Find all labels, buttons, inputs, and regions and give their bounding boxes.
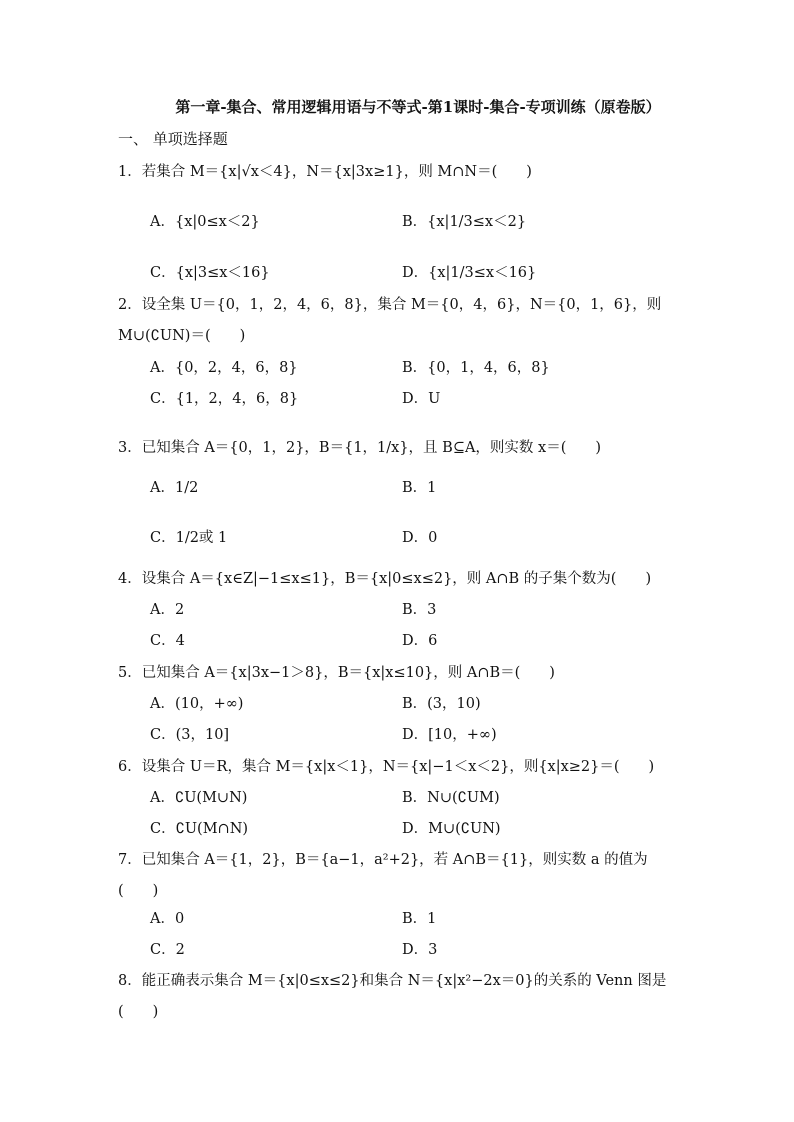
question-7-option-d: D．3 [402,942,438,958]
section-heading: 一、 单项选择题 [118,130,228,148]
question-7-option-c: C．2 [150,942,185,958]
question-1-option-c: C．{x|3≤x＜16} [150,265,270,281]
question-7-option-b: B．1 [402,911,437,927]
question-8-stem-continued: ( ) [118,1004,159,1020]
question-2-option-d: D．U [402,391,441,407]
question-1-option-d: D．{x|1/3≤x＜16} [402,265,537,281]
question-2-option-a: A．{0，2，4，6，8} [150,360,298,376]
question-4-stem: 4．设集合 A＝{x∈Z|−1≤x≤1}，B＝{x|0≤x≤2}，则 A∩B 的子集个数为( ) [118,571,652,587]
question-4-option-d: D．6 [402,633,438,649]
question-5-option-b: B．(3，10) [402,696,481,712]
page-title: 第一章-集合、常用逻辑用语与不等式-第1课时-集合-专项训练（原卷版） [175,98,661,116]
question-7-stem: 7．已知集合 A＝{1，2}，B＝{a−1，a²+2}，若 A∩B＝{1}，则实数 a 的值为 [118,852,648,868]
question-3-stem: 3．已知集合 A＝{0，1，2}，B＝{1，1/x}，且 B⊆A，则实数 x＝( ) [118,440,602,456]
question-2-stem-continued: M∪(∁UN)＝( ) [118,328,246,344]
question-4-option-c: C．4 [150,633,185,649]
question-3-option-a: A．1/2 [150,480,199,496]
question-5-option-c: C．(3，10] [150,727,230,743]
question-6-option-c: C．∁U(M∩N) [150,821,249,837]
question-2-stem: 2．设全集 U＝{0，1，2，4，6，8}，集合 M＝{0，4，6}，N＝{0，1，6}，则 [118,297,662,313]
question-6-option-a: A．∁U(M∪N) [150,790,248,806]
question-3-option-d: D．0 [402,530,438,546]
question-2-option-c: C．{1，2，4，6，8} [150,391,299,407]
question-1-option-b: B．{x|1/3≤x＜2} [402,214,527,230]
question-6-stem: 6．设集合 U＝R，集合 M＝{x|x＜1}，N＝{x|−1＜x＜2}，则{x|x≥2}＝( ) [118,759,655,775]
question-8-stem: 8．能正确表示集合 M＝{x|0≤x≤2}和集合 N＝{x|x²−2x＝0}的关系的 Venn 图是 [118,973,667,989]
question-6-option-d: D．M∪(∁UN) [402,821,501,837]
question-4-option-b: B．3 [402,602,437,618]
question-5-stem: 5．已知集合 A＝{x|3x−1＞8}，B＝{x|x≤10}，则 A∩B＝( ) [118,665,555,681]
question-4-option-a: A．2 [150,602,185,618]
question-5-option-d: D．[10，+∞) [402,727,497,743]
question-3-option-b: B．1 [402,480,437,496]
question-3-option-c: C．1/2或 1 [150,530,228,546]
question-7-stem-continued: ( ) [118,883,159,899]
question-5-option-a: A．(10，+∞) [150,696,244,712]
question-7-option-a: A．0 [150,911,185,927]
question-1-option-a: A．{x|0≤x＜2} [150,214,260,230]
question-2-option-b: B．{0，1，4，6，8} [402,360,550,376]
question-1-stem: 1．若集合 M＝{x|√x＜4}，N＝{x|3x≥1}，则 M∩N＝( ) [118,164,532,180]
question-6-option-b: B．N∪(∁UM) [402,790,500,806]
